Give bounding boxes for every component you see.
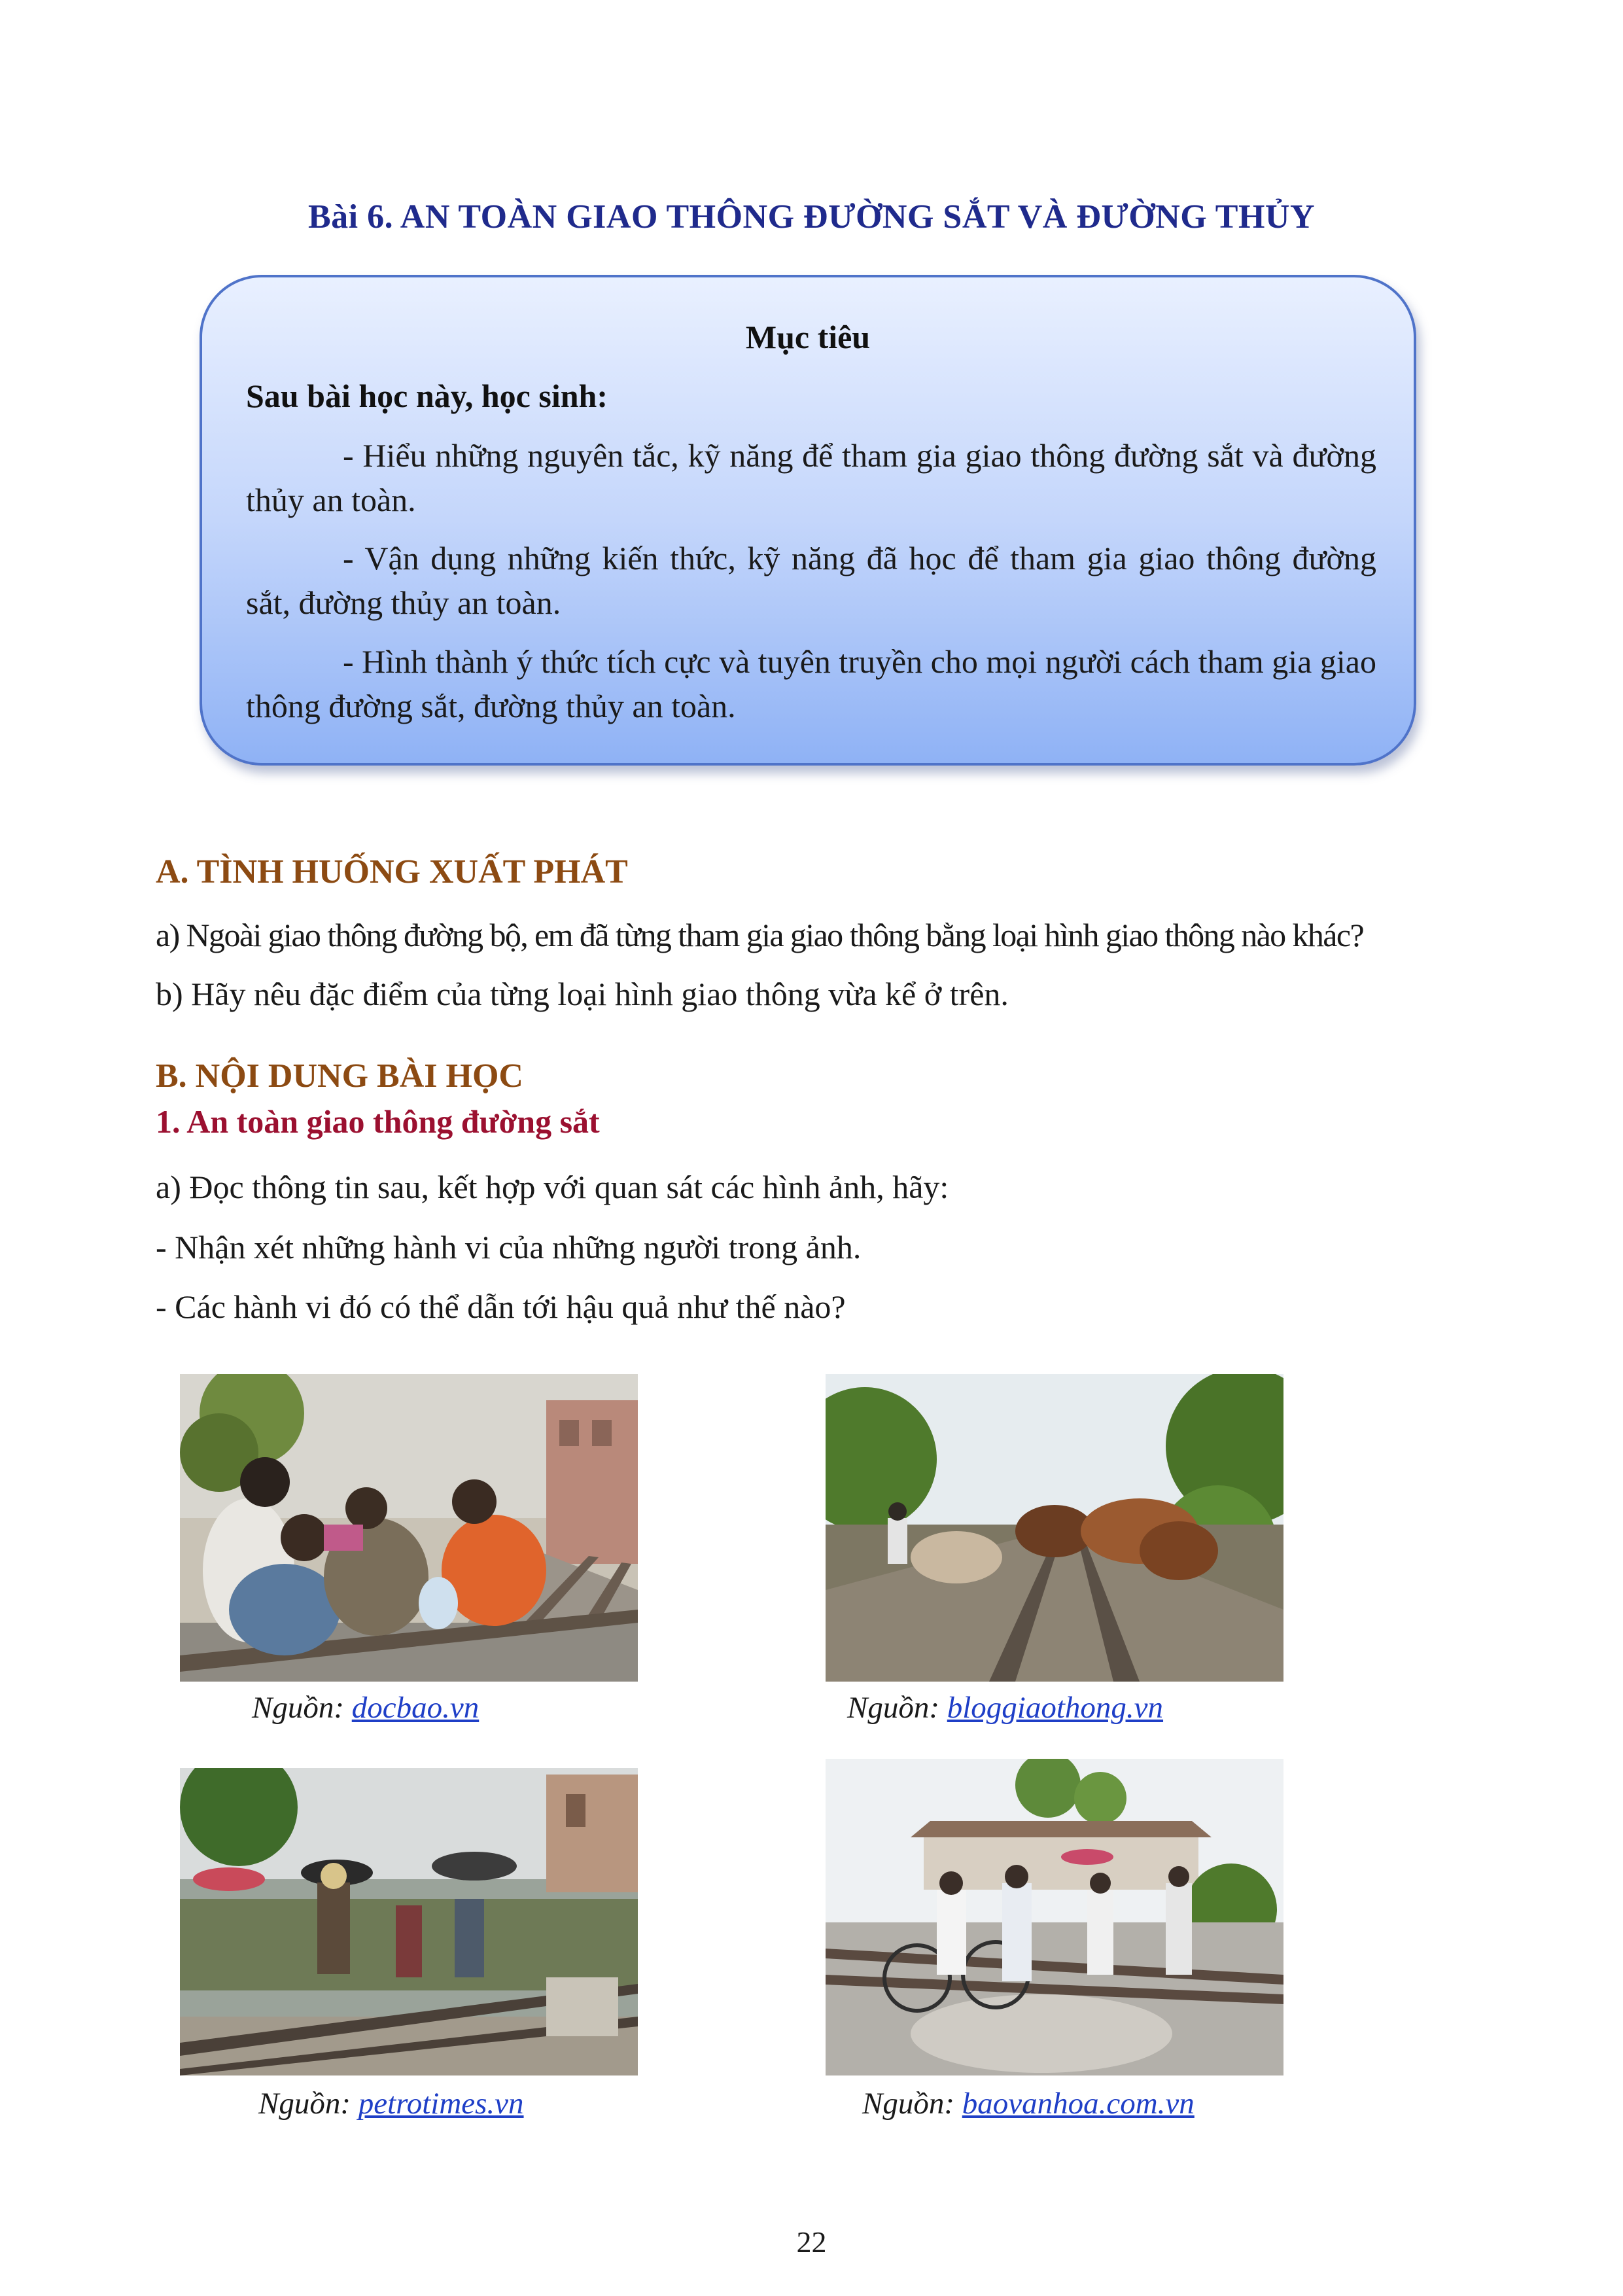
objective-item: - Vận dụng những kiến thức, kỹ năng đã học để tham gia giao thông đường sắt, đường thủy an toàn. <box>246 540 1376 621</box>
instruction-paragraph: - Nhận xét những hành vi của những người trong ảnh. <box>156 1229 862 1265</box>
photo-market-on-tracks <box>180 1768 638 2075</box>
photo-people-on-tracks <box>180 1374 638 1682</box>
photo-caption <box>252 1690 479 1725</box>
question-b: b) Hãy nêu đặc điểm của từng loại hình giao thông vừa kể ở trên. <box>156 976 1009 1012</box>
source-link[interactable]: bloggiaothong.vn <box>947 1691 1164 1725</box>
caption-prefix: Nguồn: <box>862 2087 962 2121</box>
source-link[interactable]: petrotimes.vn <box>358 2087 524 2121</box>
objectives-box <box>200 275 1416 766</box>
objectives-heading: Mục tiêu <box>745 319 871 355</box>
section-a-heading: A. TÌNH HUỐNG XUẤT PHÁT <box>156 853 628 891</box>
lesson-title: Bài 6. AN TOÀN GIAO THÔNG ĐƯỜNG SẮT VÀ ĐƯỜNG THỦY <box>308 198 1315 236</box>
photo-caption <box>847 1690 1163 1725</box>
page-number: 22 <box>796 2225 827 2259</box>
caption-prefix: Nguồn: <box>258 2087 358 2121</box>
photo-cattle-crossing-tracks <box>826 1374 1283 1682</box>
instruction-paragraph: a) Đọc thông tin sau, kết hợp với quan sát các hình ảnh, hãy: <box>156 1169 949 1205</box>
source-link[interactable]: docbao.vn <box>351 1691 480 1725</box>
instruction-paragraph: - Các hành vi đó có thể dẫn tới hậu quả như thế nào? <box>156 1288 846 1325</box>
caption-prefix: Nguồn: <box>252 1691 352 1725</box>
photo-cyclists-crossing-tracks <box>826 1759 1283 2075</box>
photo-caption <box>862 2086 1195 2121</box>
source-link[interactable]: baovanhoa.com.vn <box>962 2087 1195 2121</box>
objective-item: - Hiểu những nguyên tắc, kỹ năng để tham gia giao thông đường sắt và đường thủy an toàn. <box>246 437 1376 518</box>
objective-item: - Hình thành ý thức tích cực và tuyên truyền cho mọi người cách tham gia giao thông đường sắt, đường thủy an toàn. <box>246 643 1376 724</box>
question-a: a) Ngoài giao thông đường bộ, em đã từng tham gia giao thông bằng loại hình giao thông nào khác? <box>156 917 1364 953</box>
subsection-heading: 1. An toàn giao thông đường sắt <box>156 1103 600 1140</box>
caption-prefix: Nguồn: <box>847 1691 947 1725</box>
section-b-heading: B. NỘI DUNG BÀI HỌC <box>156 1057 523 1095</box>
objectives-intro: Sau bài học này, học sinh: <box>246 378 608 414</box>
photo-caption <box>258 2086 524 2121</box>
